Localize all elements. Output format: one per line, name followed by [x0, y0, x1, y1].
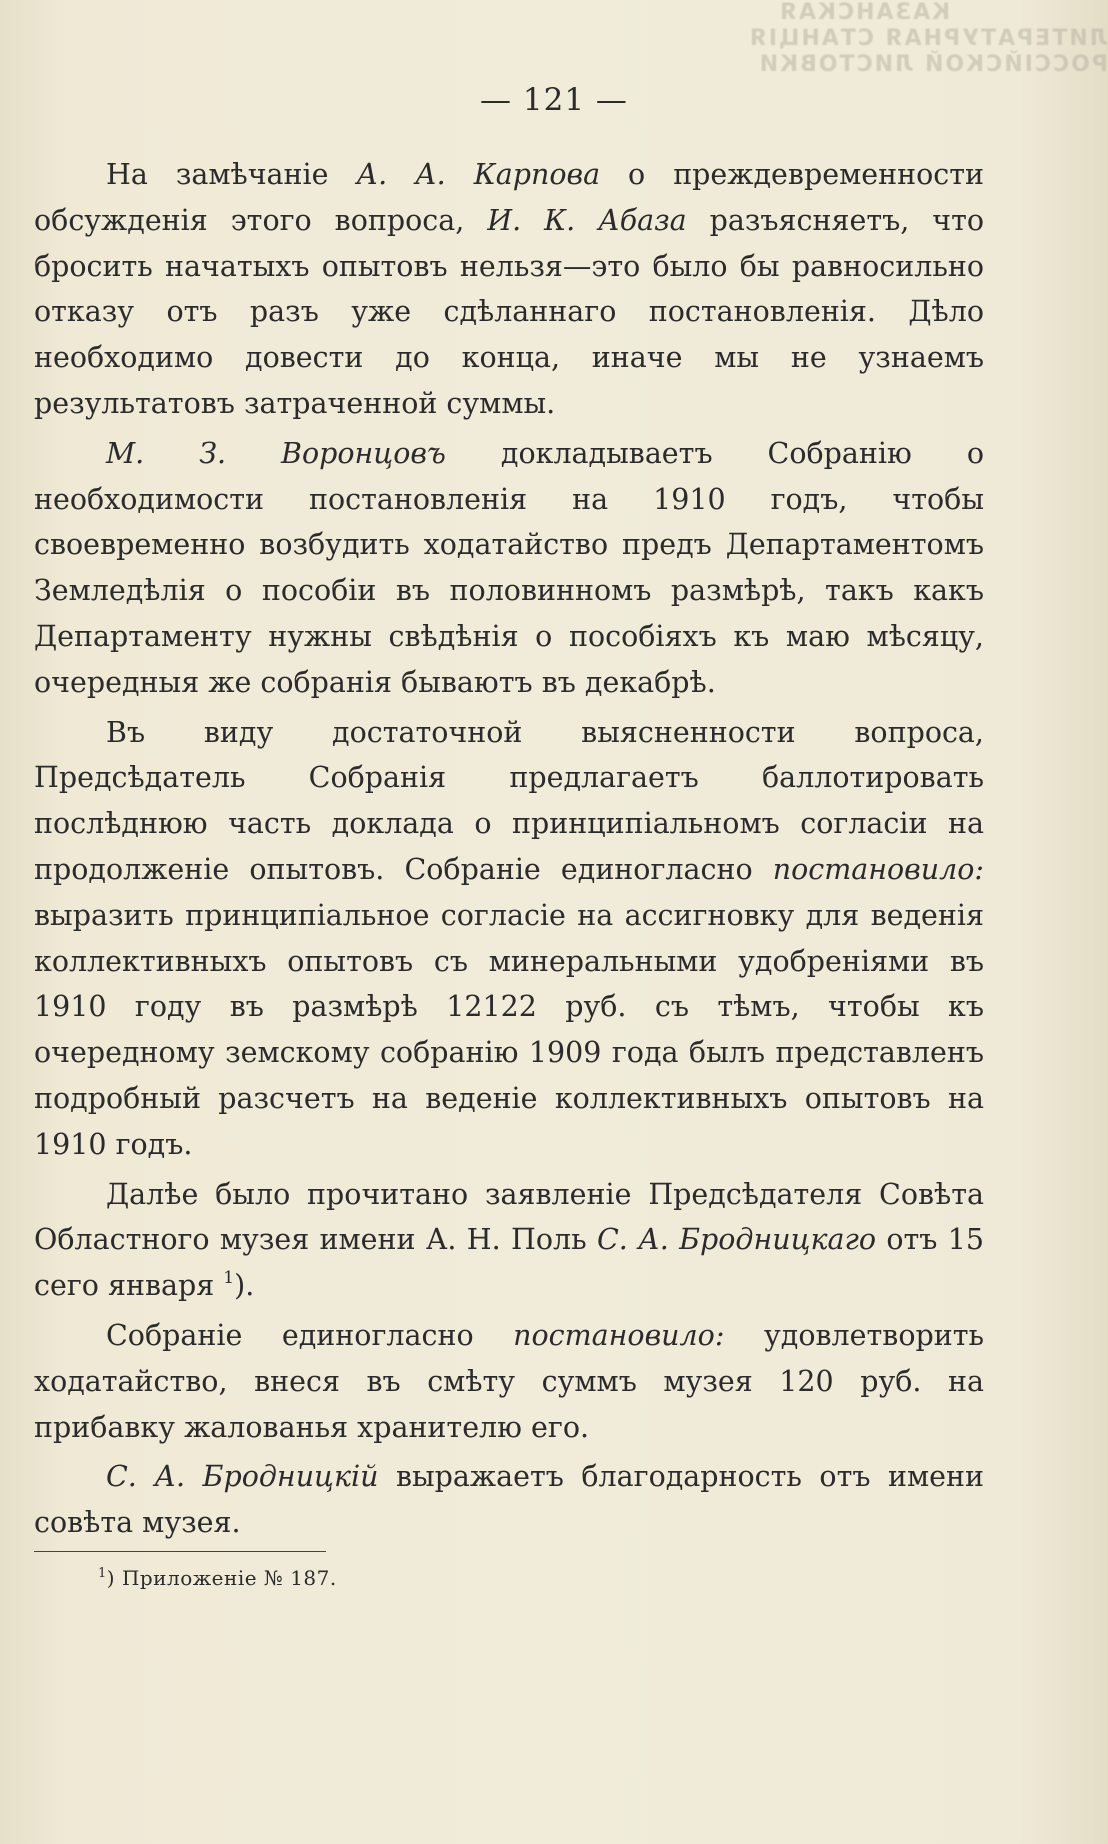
page-number: — 121 —: [480, 82, 628, 118]
text-segment: выражаетъ благодарность отъ имени совѣта музея.: [34, 1460, 984, 1540]
footnote: [98, 1566, 337, 1590]
stamp-line: ЛИТЕРАТУРНАЯ СТАНЦІЯ: [747, 26, 1108, 51]
text-segment: Далѣе было прочитано заявленіе Предсѣдателя Совѣта Областного музея имени А. Н. Поль: [34, 1177, 984, 1257]
paragraph: [34, 1313, 984, 1450]
paragraph: [34, 152, 984, 427]
text-segment: Собраніе единогласно: [106, 1318, 514, 1352]
italic-text: С. А. Бродницкій: [106, 1460, 379, 1494]
text-segment: На замѣчаніе: [106, 158, 357, 191]
paragraph: [34, 431, 984, 706]
italic-text: постановило:: [772, 852, 984, 886]
stamp-line: КАЗАНСКАЯ: [778, 0, 951, 25]
paragraph: [34, 1172, 984, 1309]
footnote-divider: [34, 1551, 326, 1552]
italic-text: И. К. Абаза: [487, 203, 687, 237]
text-segment: Въ виду достаточной выясненности вопроса, Предсѣдатель Собранія предлагаетъ баллотировать послѣднюю часть доклада о принципіальномъ согласіи на продолженіе опытовъ. Собраніе единогласно: [34, 715, 984, 886]
text-segment: отъ 15 сего января: [34, 1223, 984, 1303]
paragraph: [34, 710, 984, 1168]
text-segment: выразить принципіальное согласіе на ассигновку для веденія коллективныхъ опытовъ съ минеральными удобреніями въ 1910 году въ размѣрѣ 12122 руб. съ тѣмъ, чтобы къ очередному земскому собранію 1909 года былъ представленъ подробный разсчетъ на веденіе коллективныхъ опытовъ на 1910 годъ.: [34, 898, 984, 1161]
text-segment: разъясняетъ, что бросить начатыхъ опытовъ нельзя—это было бы равносильно отказу отъ разъ уже сдѣланнаго постановленія. Дѣло необходимо довести до конца, иначе мы не узнаемъ результатовъ затраченной суммы.: [34, 203, 984, 420]
italic-text: М. З. Воронцовъ: [106, 436, 446, 470]
text-segment: ).: [234, 1269, 255, 1303]
main-text: [34, 152, 984, 1546]
italic-text: постановило:: [513, 1318, 725, 1352]
footnote-marker: 1: [98, 1566, 107, 1581]
text-segment: удовлетворить ходатайство, внеся въ смѣту суммъ музея 120 руб. на прибавку жалованья хранителю его.: [34, 1318, 984, 1444]
text-segment: о преждевременности обсужденія этого вопроса,: [34, 158, 984, 237]
stamp-line: РОССІЙСКОЙ ЛИСТОВКИ: [757, 52, 1108, 77]
paragraph: [34, 1454, 984, 1546]
italic-text: С. А. Бродницкаго: [596, 1223, 877, 1257]
footnote-reference: 1: [223, 1268, 235, 1289]
italic-text: А. А. Карпова: [356, 158, 601, 191]
footnote-text: ) Приложеніе № 187.: [106, 1566, 337, 1590]
text-segment: докладываетъ Собранію о необходимости постановленія на 1910 годъ, чтобы своевременно возбудить ходатайство предъ Департаментомъ Земледѣлія о пособіи въ половинномъ размѣрѣ, такъ какъ Департаменту нужны свѣдѣнія о пособіяхъ къ маю мѣсяцу, очередныя же собранія бываютъ въ декабрѣ.: [34, 436, 984, 699]
